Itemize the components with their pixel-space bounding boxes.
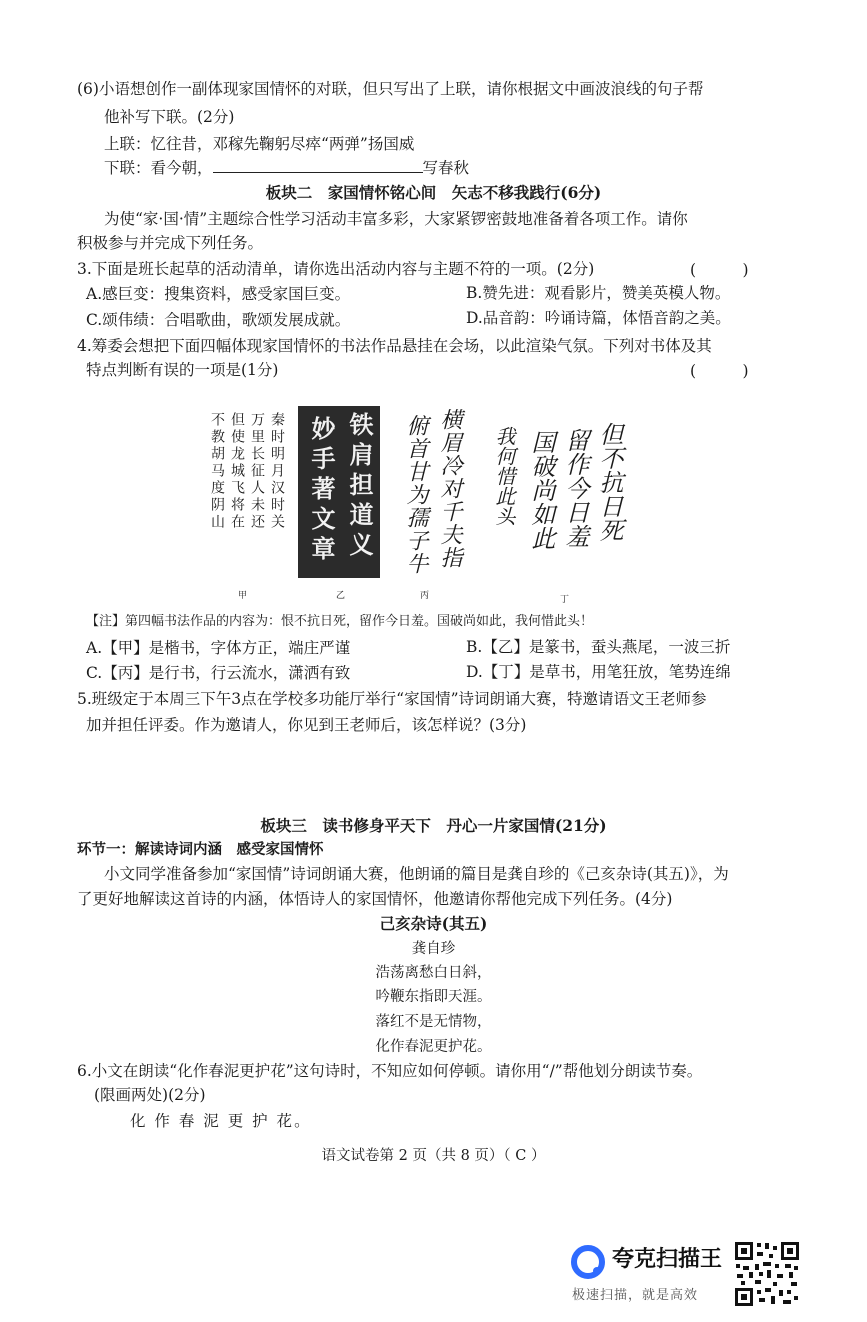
q6-lower-couplet bbox=[104, 157, 469, 179]
poem-line-1: 浩荡离愁白日斜， bbox=[375, 965, 492, 981]
q4-answer-paren[interactable]: ( ) bbox=[690, 362, 749, 380]
q4-option-c: C.【丙】是行书，行云流水，潇洒有致 bbox=[86, 664, 351, 682]
q3-option-c: C.颂伟绩：合唱歌曲，歌颂发展成就。 bbox=[86, 311, 351, 329]
jia-col-1: 秦时明月汉时关 bbox=[269, 412, 285, 531]
section2-title: 板块二 家国情怀铭心间 矢志不移我践行(6分) bbox=[265, 183, 602, 202]
q6-upper-couplet: 上联：忆往昔，邓稼先鞠躬尽瘁“两弹”扬国威 bbox=[104, 135, 415, 153]
quark-logo-icon bbox=[570, 1244, 606, 1280]
poem-line-2: 吟鞭东指即天涯。 bbox=[375, 989, 492, 1005]
ding-col-1: 但不抗日死 bbox=[595, 422, 623, 542]
ding-col-4: 我何惜此头 bbox=[492, 426, 516, 526]
section3-intro-line2: 了更好地解读这首诗的内涵，体悟诗人的家国情怀，他邀请你帮他完成下列任务。(4分) bbox=[77, 890, 673, 908]
q3-option-a: A.感巨变：搜集资料，感受家国巨变。 bbox=[86, 285, 351, 303]
q3-option-b: B.赞先进：观看影片，赞美英模人物。 bbox=[466, 284, 731, 302]
ding-col-3: 国破尚如此 bbox=[527, 430, 555, 550]
calligraphy-jia bbox=[205, 408, 287, 578]
page-footer: 语文试卷第 2 页（共 8 页）（ C ） bbox=[321, 1148, 546, 1164]
q5-stem-line2: 加并担任评委。作为邀请人，你见到王老师后，该怎样说？(3分) bbox=[86, 716, 527, 734]
label-bing: 丙 bbox=[420, 591, 430, 601]
poem-line-4: 化作春泥更护花。 bbox=[375, 1039, 492, 1055]
poem-author: 龚自珍 bbox=[411, 941, 456, 957]
q3-answer-paren[interactable]: ( ) bbox=[690, 261, 749, 279]
q5-stem-line1: 5.班级定于本周三下午3点在学校多功能厅举行“家国情”诗词朗诵大赛，特邀请语文王老师参 bbox=[77, 690, 707, 708]
qr-code-icon bbox=[733, 1240, 801, 1308]
section3-intro-line1: 小文同学准备参加“家国情”诗词朗诵大赛，他朗诵的篇目是龚自珍的《己亥杂诗(其五)》，为 bbox=[104, 865, 729, 883]
section3-title: 板块三 读书修身平天下 丹心一片家国情(21分) bbox=[260, 816, 607, 835]
q4-option-d: D.【丁】是草书，用笔狂放，笔势连绵 bbox=[466, 663, 731, 681]
calligraphy-yi bbox=[298, 406, 380, 578]
q4-option-a: A.【甲】是楷书，字体方正，端庄严谨 bbox=[86, 639, 351, 657]
yi-col-1: 铁肩担道义 bbox=[345, 412, 374, 562]
q3-stem: 3.下面是班长起草的活动清单，请你选出活动内容与主题不符的一项。(2分) bbox=[77, 260, 595, 278]
jia-col-4: 不教胡马度阴山 bbox=[209, 412, 225, 531]
answer-blank[interactable] bbox=[213, 158, 423, 173]
jia-col-3: 但使龙城飞将在 bbox=[229, 412, 245, 531]
poem-title: 己亥杂诗(其五) bbox=[379, 914, 488, 933]
q6b-answer-line[interactable]: 化 作 春 泥 更 护 花。 bbox=[130, 1112, 312, 1130]
watermark-brand: 夸克扫描王 bbox=[612, 1247, 723, 1272]
section2-intro-line1: 为使“家·国·情”主题综合性学习活动丰富多彩，大家紧锣密鼓地准备着各项工作。请你 bbox=[104, 210, 688, 228]
q6-stem-line1: (6)小语想创作一副体现家国情怀的对联，但只写出了上联，请你根据文中画波浪线的句子帮 bbox=[77, 80, 704, 98]
q4-stem-line1: 4.筹委会想把下面四幅体现家国情怀的书法作品悬挂在会场，以此渲染气氛。下列对书体及其 bbox=[77, 337, 712, 355]
bing-col-1: 横眉冷对千夫指 bbox=[437, 408, 462, 569]
section2-intro-line2: 积极参与并完成下列任务。 bbox=[77, 234, 264, 252]
watermark-slogan: 极速扫描，就是高效 bbox=[572, 1288, 699, 1303]
q4-note: 【注】第四幅书法作品的内容为：恨不抗日死，留作今日羞。国破尚如此，我何惜此头！ bbox=[86, 614, 594, 629]
q6b-stem-line2: (限画两处)(2分) bbox=[94, 1086, 206, 1104]
label-jia: 甲 bbox=[238, 591, 248, 601]
yi-col-2: 妙手著文章 bbox=[307, 416, 336, 566]
q6-lower-suffix: 写春秋 bbox=[422, 159, 470, 177]
jia-col-2: 万里长征人未还 bbox=[249, 412, 265, 531]
poem-line-3: 落红不是无情物， bbox=[375, 1014, 492, 1030]
q4-stem-line2: 特点判断有误的一项是(1分) bbox=[86, 361, 279, 379]
section3-subtitle: 环节一：解读诗词内涵 感受家国情怀 bbox=[77, 841, 324, 858]
calligraphy-ding bbox=[488, 422, 628, 572]
bing-col-2: 俯首甘为孺子牛 bbox=[403, 414, 428, 575]
label-ding: 丁 bbox=[560, 595, 570, 605]
label-yi: 乙 bbox=[336, 591, 346, 601]
q4-option-b: B.【乙】是篆书，蚕头燕尾，一波三折 bbox=[466, 638, 731, 656]
q6-stem-line2: 他补写下联。(2分) bbox=[104, 108, 235, 126]
q6b-stem-line1: 6.小文在朗读“化作春泥更护花”这句诗时，不知应如何停顿。请你用“/”帮他划分朗读节奏。 bbox=[77, 1062, 703, 1080]
calligraphy-bing bbox=[392, 408, 470, 580]
q6-lower-prefix: 下联：看今朝， bbox=[104, 159, 213, 177]
ding-col-2: 留作今日羞 bbox=[561, 428, 589, 548]
q3-option-d: D.品音韵：吟诵诗篇，体悟音韵之美。 bbox=[466, 309, 731, 327]
